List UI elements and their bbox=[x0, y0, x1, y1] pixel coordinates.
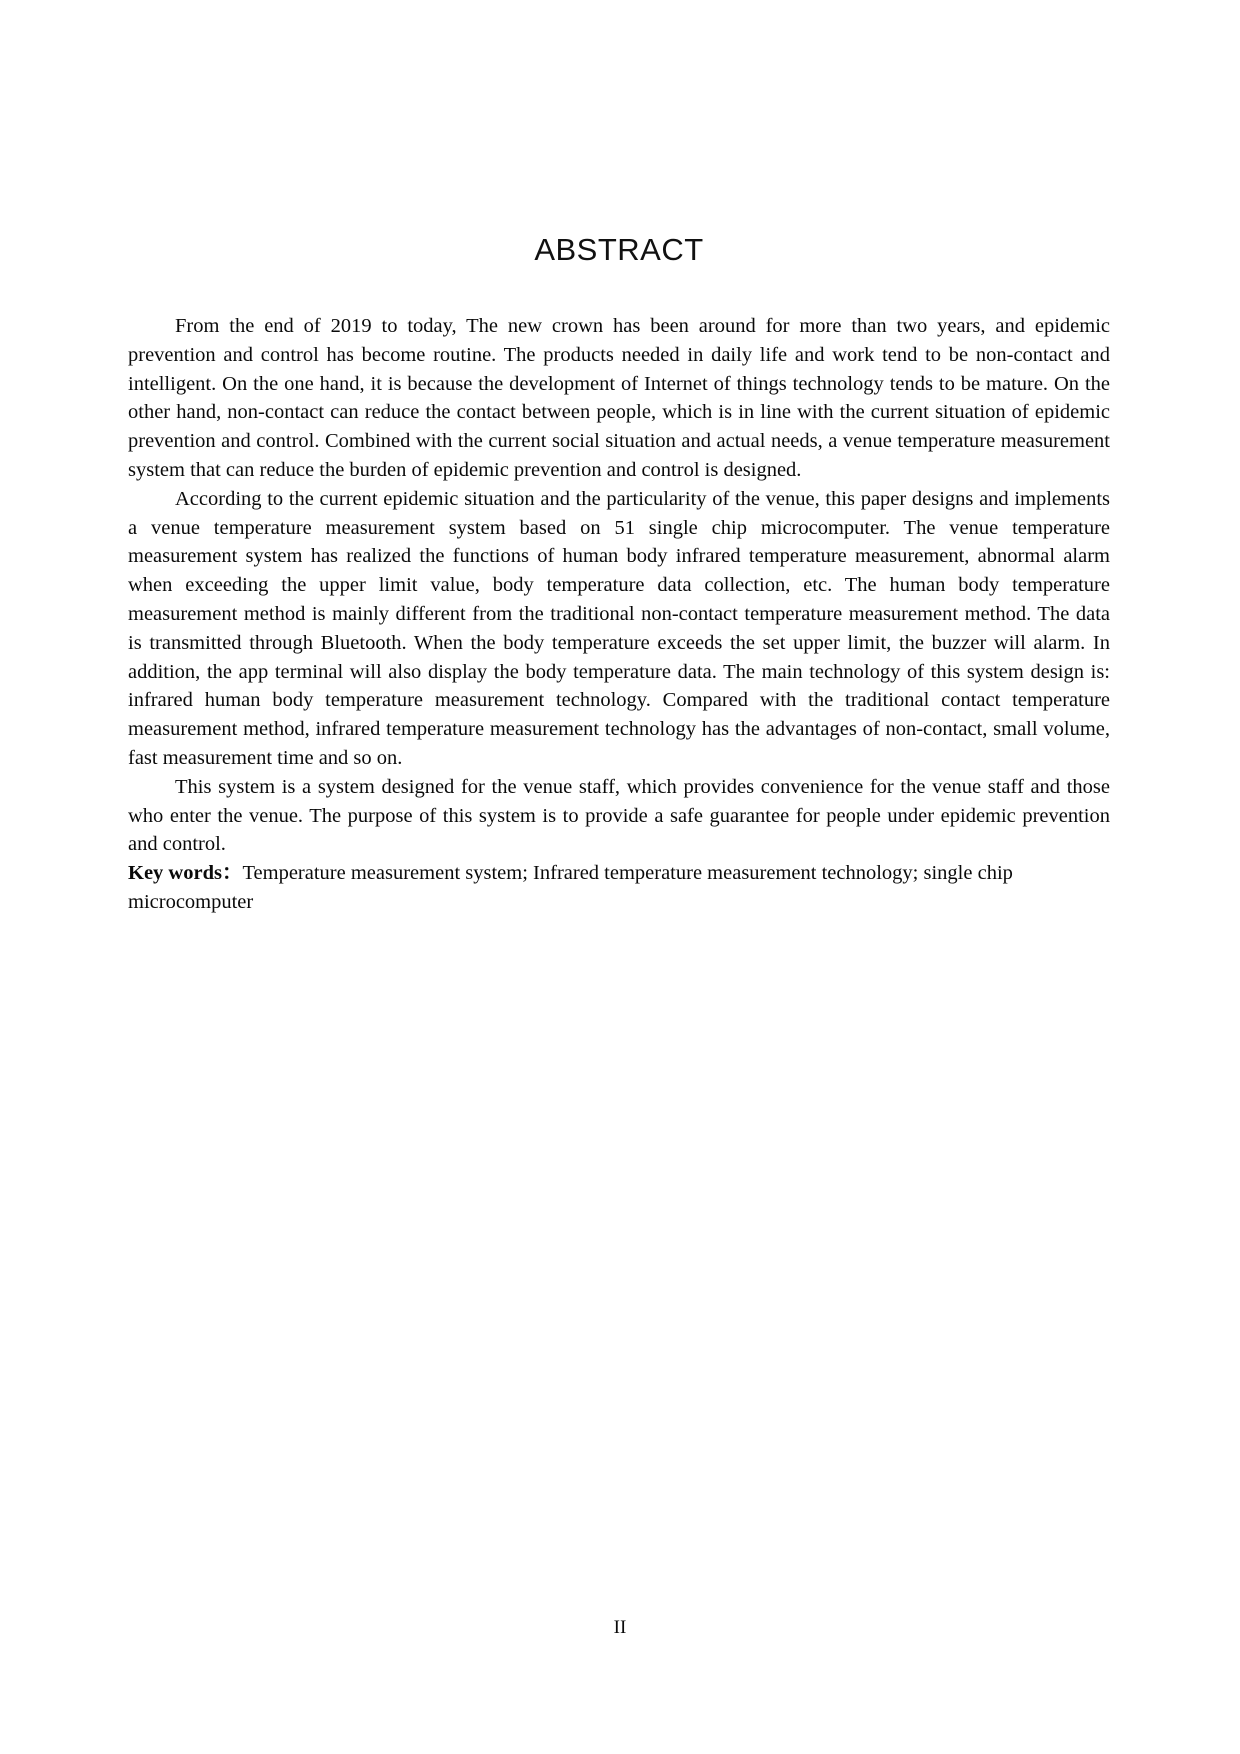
paragraph-3: This system is a system designed for the venue staff, which provides convenience for the venue staff and those who enter the venue. The purpose of this system is to provide a safe guarantee for people under epidemic prevention and control. bbox=[128, 775, 1110, 856]
page-number: II bbox=[613, 1617, 627, 1638]
document-content bbox=[128, 0, 1110, 917]
keywords-label: Key words bbox=[128, 862, 222, 885]
abstract-body bbox=[128, 312, 1110, 917]
paragraph-1: From the end of 2019 to today, The new crown has been around for more than two years, and epidemic prevention and control has become routine. The products needed in daily life and work tend to be non-contact and intelligent. On the one hand, it is because the development of Internet of things technology tends to be mature. On the other hand, non-contact can reduce the contact between people, which is in line with the current situation of epidemic prevention and control. Combined with the current social situation and actual needs, a venue temperature measurement system that can reduce the burden of epidemic prevention and control is designed. bbox=[128, 315, 1110, 481]
paragraph-2: According to the current epidemic situation and the particularity of the venue, this paper designs and implements a venue temperature measurement system based on 51 single chip microcomputer. The venue temperature measurement system has realized the functions of human body infrared temperature measurement, abnormal alarm when exceeding the upper limit value, body temperature data collection, etc. The human body temperature measurement method is mainly different from the traditional non-contact temperature measurement method. The data is transmitted through Bluetooth. When the body temperature exceeds the set upper limit, the buzzer will alarm. In addition, the app terminal will also display the body temperature data. The main technology of this system design is: infrared human body temperature measurement technology. Compared with the traditional contact temperature measurement method, infrared temperature measurement technology has the advantages of non-contact, small volume, fast measurement time and so on. bbox=[128, 487, 1110, 769]
page-title: ABSTRACT bbox=[534, 232, 704, 267]
keywords-line bbox=[128, 859, 1110, 917]
keywords-value: Temperature measurement system; Infrared temperature measurement technology; single chip microcomputer bbox=[128, 862, 1013, 913]
keywords-colon: ： bbox=[221, 862, 243, 885]
